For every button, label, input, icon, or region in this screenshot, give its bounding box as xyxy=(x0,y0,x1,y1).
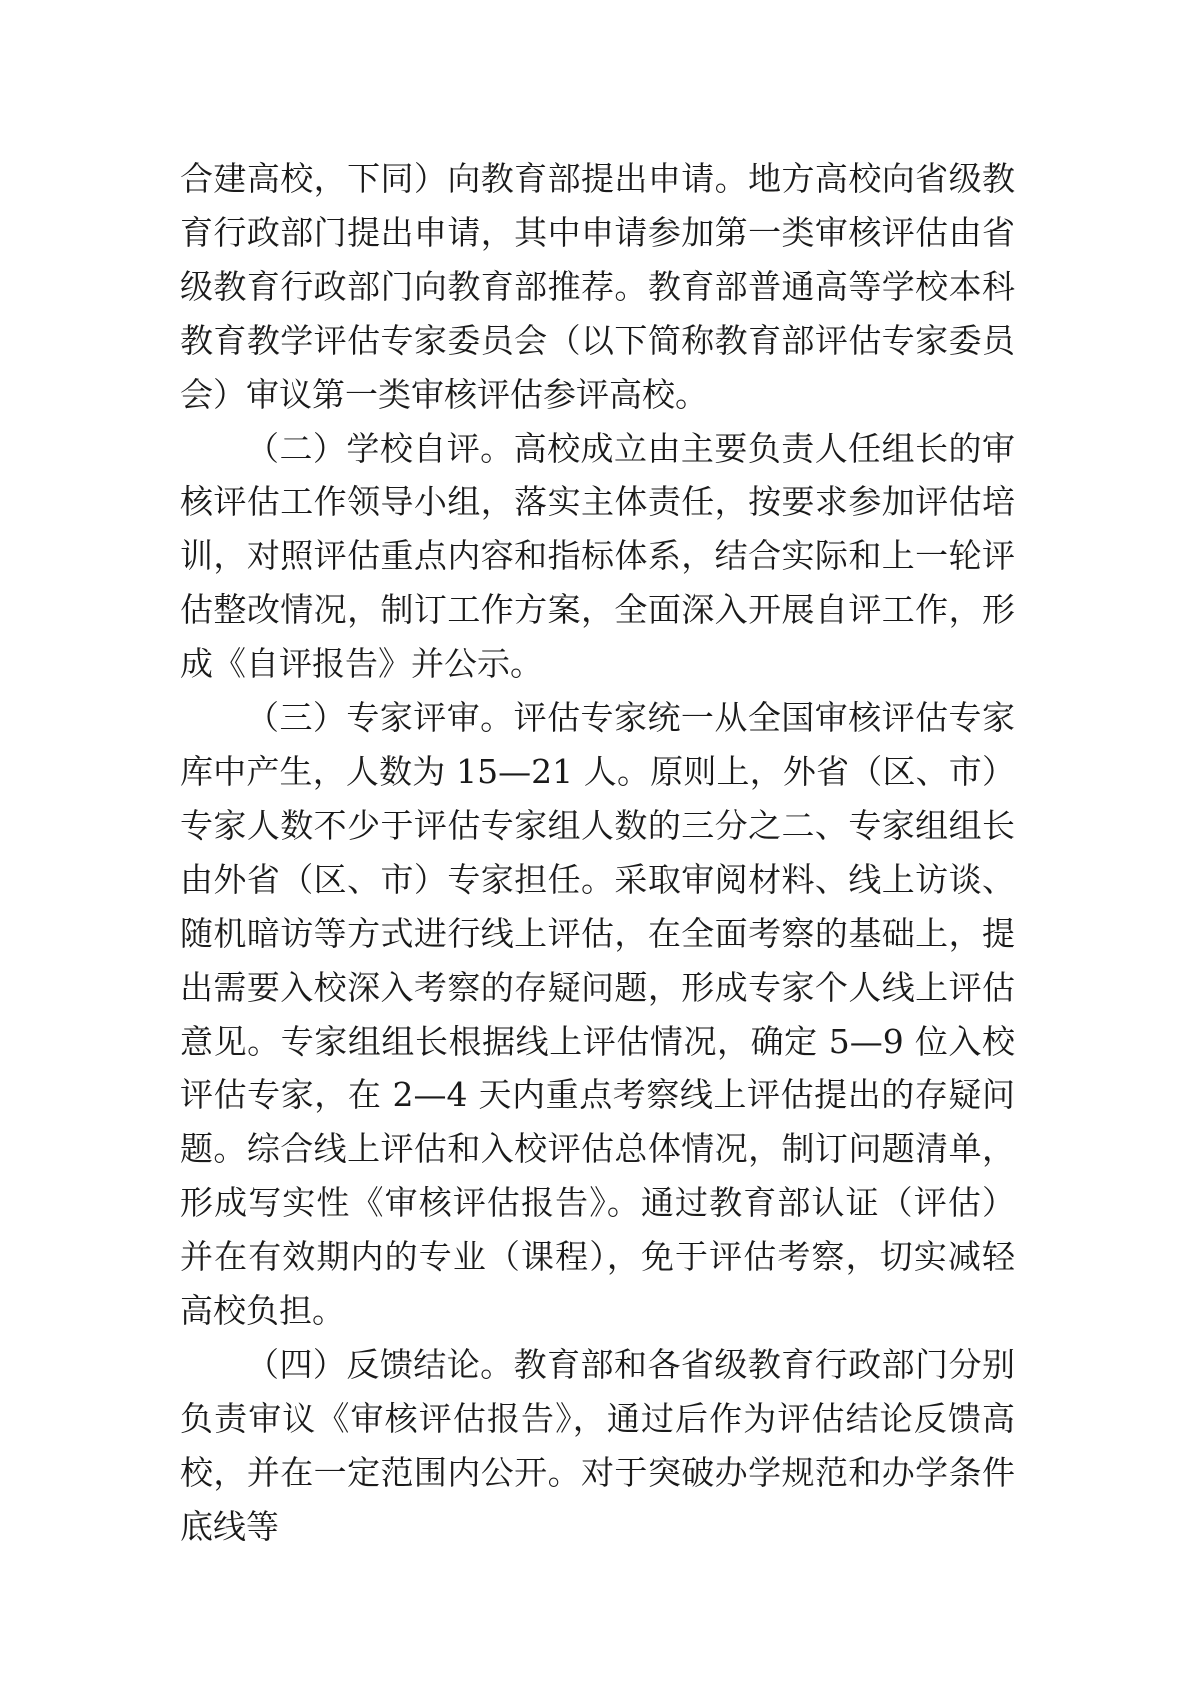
paragraph-feedback-conclusion: （四）反馈结论。教育部和各省级教育行政部门分别负责审议《审核评估报告》，通过后作为评估结论反馈高校，并在一定范围内公开。对于突破办学规范和办学条件底线等 xyxy=(180,1344,1015,1546)
paragraph-continued: 合建高校，下同）向教育部提出申请。地方高校向省级教育行政部门提出申请，其中申请参加第一类审核评估由省级教育行政部门向教育部推荐。教育部普通高等学校本科教育教学评估专家委员会（以下简称教育部评估专家委员会）审议第一类审核评估参评高校。 xyxy=(180,159,1015,414)
paragraph-school-self-evaluation: （二）学校自评。高校成立由主要负责人任组长的审核评估工作领导小组，落实主体责任，按要求参加评估培训，对照评估重点内容和指标体系，结合实际和上一轮评估整改情况，制订工作方案，全面深入开展自评工作，形成《自评报告》并公示。 xyxy=(180,428,1015,684)
paragraph-expert-review: （三）专家评审。评估专家统一从全国审核评估专家库中产生，人数为 15—21 人。原则上，外省（区、市）专家人数不少于评估专家组人数的三分之二、专家组组长由外省（区、市）专家担任。采取审阅材料、线上访谈、随机暗访等方式进行线上评估，在全面考察的基础上，提出需要入校深入考察的存疑问题，形成专家个人线上评估意见。专家组组长根据线上评估情况，确定 5—9 位入校评估专家，在 2—4 天内重点考察线上评估提出的存疑问题。综合线上评估和入校评估总体情况，制订问题清单，形成写实性《审核评估报告》。通过教育部认证（评估）并在有效期内的专业（课程），免于评估考察，切实减轻高校负担。 xyxy=(180,698,1015,1331)
body-text xyxy=(180,152,1015,1554)
